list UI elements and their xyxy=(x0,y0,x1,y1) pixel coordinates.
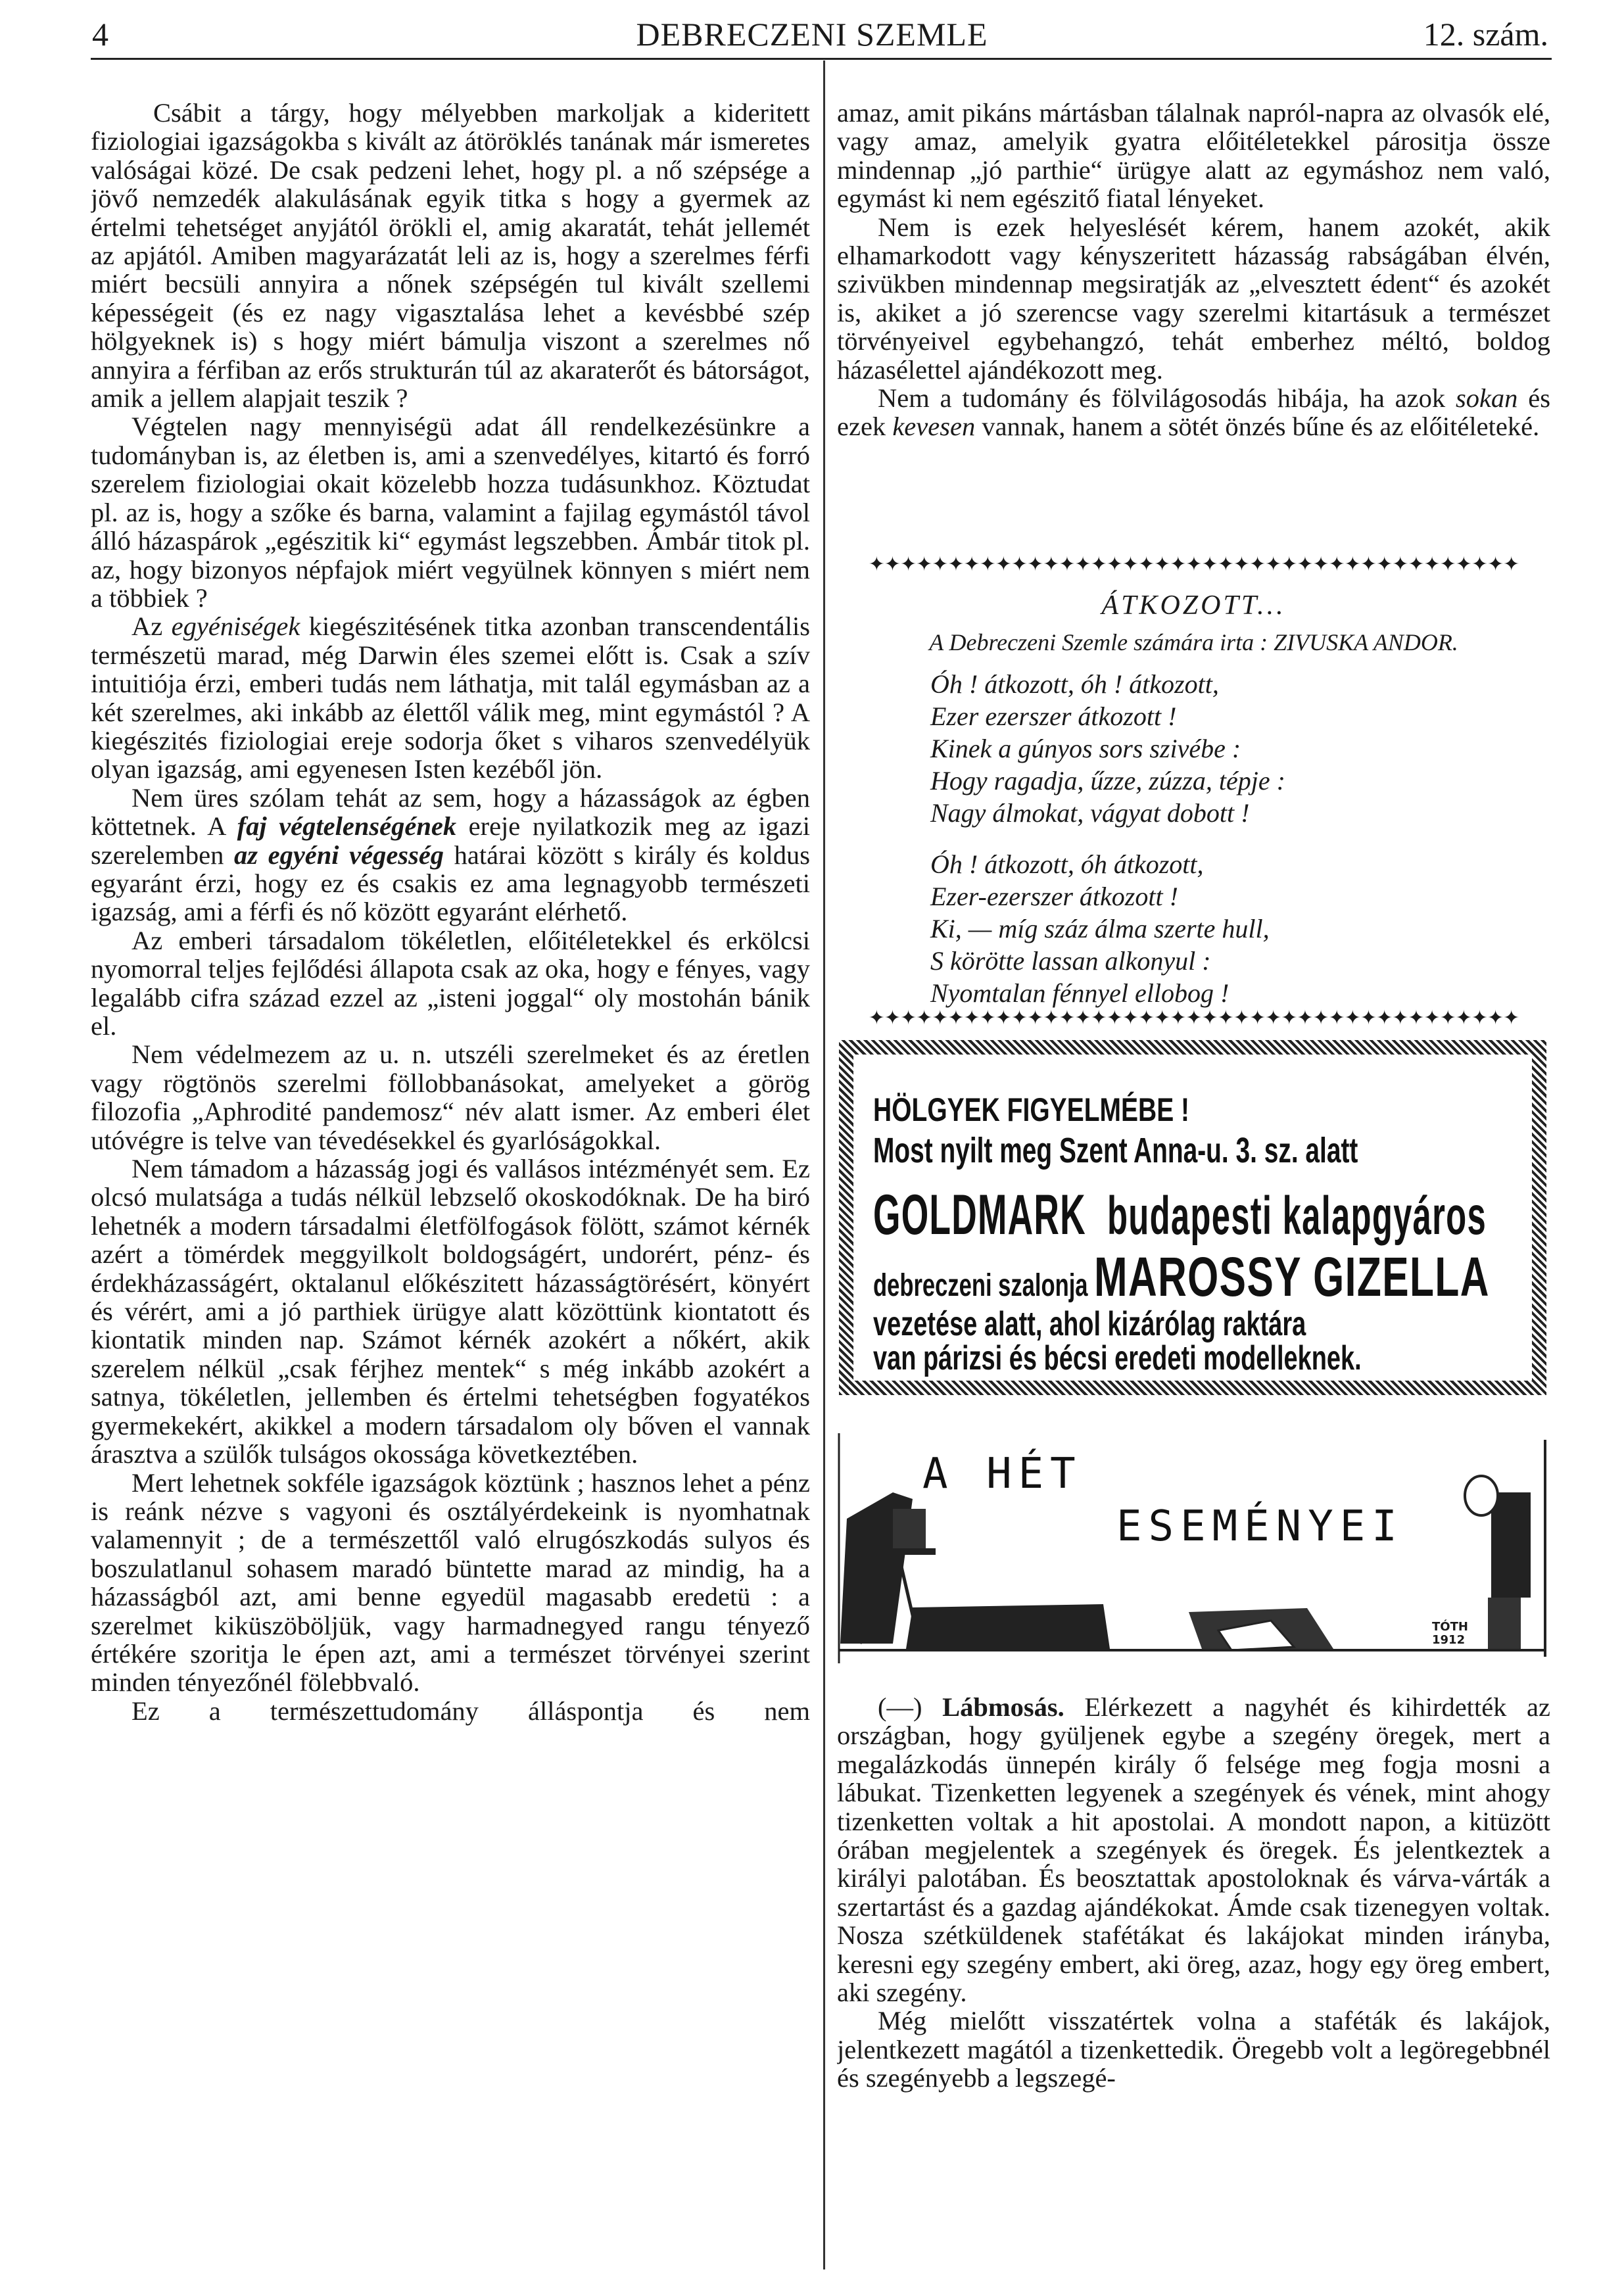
paragraph xyxy=(91,1040,810,1154)
text-run: Nem üres szólam tehát az sem, hogy a házasságok az égben köttetnek. A xyxy=(91,782,810,842)
header-rule xyxy=(91,58,1552,60)
poem-line: Ezer-ezerszer átkozott ! xyxy=(930,882,1178,911)
text-run: amaz, amit pikáns mártásban tálalnak napról-napra az olvasók elé, vagy amaz, amelyik gyatra előitéletekkel párositja össze mindennap „jó parthie“ ürügye alatt az egymáshoz nem való, egymást ki nem egészitő fiatal lényeket. xyxy=(837,99,1550,214)
artist-signature xyxy=(1432,1621,1468,1647)
right-column-article-continuation xyxy=(837,99,1550,559)
text-run: Nem is ezek helyeslését kérem, hanem azokét, akik elhamarkodott vagy kényszeritett házasság rabságában élvén, szivükben mindennap megsiratják az „elvesztett édent“ és azokét is, akiket a jó szerencse vagy szerelmi kitartásuk a természet törvényeivel egybehangzó, tehát emberhez méltó, boldog házasélettel ajándékozott meg. xyxy=(837,212,1550,385)
emphasized-text: kevesen xyxy=(892,412,976,442)
left-column-article xyxy=(91,99,810,2275)
paragraph xyxy=(837,99,1550,213)
poem-line: Hogy ragadja, űzze, zúzza, tépje : xyxy=(930,766,1285,796)
text-run: vannak, hanem a sötét önzés bűne és az előitéleteké. xyxy=(975,412,1540,442)
emphasized-text: egyéniségek xyxy=(171,611,300,642)
poem-stanza-1 xyxy=(930,668,1285,829)
ad-brand-desc: budapesti kalapgyáros xyxy=(1107,1186,1487,1246)
paragraph xyxy=(837,1693,1550,2007)
paragraph xyxy=(91,926,810,1041)
ad-brand-line xyxy=(873,1183,1487,1248)
illustration-title-line-1: A HÉT xyxy=(922,1450,1082,1498)
poem-line: Ezer ezerszer átkozott ! xyxy=(930,701,1177,731)
text-run: Csábit a tárgy, hogy mélyebben markoljak a kideritett fiziologiai igazságokba s kivált az átöröklés tanának már ismeretes valóságai közé. De csak pedzeni lehet, hogy pl. a nő szépsége a jövő nemzedék alakulásának egyik titka s hogy a gyermek az értelmi tehetséget anyjától örökli el, amig akaratát, tehát jellemét az apjától. Amiben magyarázatát leli az is, hogy a szerelmes férfi miért becsüli annyira a nőnek szépségén tul kivált szellemi képességeit (és ez nagy vigasztalása lehet a kevésbbé szép hölgyeknek is) s hogy miért bámulja viszont a szerelmes nő annyira a férfiban az erős strukturán túl az akaraterőt és bátorságot, amik a jellem alapjait teszik ? xyxy=(91,99,810,414)
text-run: kiegészitésének titka azonban transcendentális természetü marad, még Darwin éles szemei előtt is. Csak a szív intuitiója érzi, emberi tudás nem láthatja, mit talál egymásban az a két szerelmes, aki inkább az élettől válik meg, mint egymástól ? A kiegészités fiziologiai ereje sodorja őket s viharos szenvedélyük olyan igazság, ami egyenesen Isten kezéből jön. xyxy=(91,611,810,784)
illustration-title-line-2: ESEMÉNYEI xyxy=(1116,1502,1404,1551)
emphasized-text: Lábmosás. xyxy=(942,1693,1064,1722)
paragraph xyxy=(91,99,810,412)
poem-line: Óh ! átkozott, óh átkozott, xyxy=(930,849,1204,879)
ad-text: van párizsi és bécsi eredeti modelleknek. xyxy=(873,1339,1362,1377)
ad-salon-line xyxy=(873,1245,1490,1309)
text-run: Elérkezett a nagyhét és kihirdették az országban, hogy gyüljenek egybe a szegény öregek, mert a megalázkodás ünnepén király ő felsége meg fogja mosni a lábukat. Tizenketten legyenek a szegények és vének, mint ahogy tizenketten voltak a hit apostolai. A mondott napon, a kitüzött órában megjelentek a szegények és öregek. És jelentkeztek a királyi palotában. És beosztattak apostoloknak és várva-várták a szertartást és a gazdag ajándékokat. Ámde csak tizenegyen voltak. Nosza szétküldenek stafétákat és lakájokat minden irányba, keresni egy szegény embert, aki öreg, azaz, hogy egy öreg embert, aki szegény. xyxy=(837,1693,1550,2008)
text-run: Nem a tudomány és fölvilágosodás hibája, ha azok xyxy=(878,383,1456,414)
paragraph xyxy=(91,612,810,783)
poem-line: Óh ! átkozott, óh ! átkozott, xyxy=(930,669,1219,699)
paragraph xyxy=(91,1469,810,1697)
emphasized-text: faj végtelenségének xyxy=(237,811,457,842)
ad-headline: HÖLGYEK FIGYELMÉBE ! xyxy=(873,1091,1190,1128)
text-run: és ezek xyxy=(837,383,1550,442)
poem-line: Kinek a gúnyos sors szivébe : xyxy=(930,734,1241,763)
text-run: Nem védelmezem az u. n. utszéli szerelmeket és az éretlen vagy rögtönös szerelmi föllobbanásokat, amelyeket a görög filozofia „Aphrodité pandemosz“ név alatt ismer. Az emberi élet utóvégre is telve van tévedésekkel és gyarlóságokkal. xyxy=(91,1039,810,1155)
paragraph xyxy=(837,384,1550,441)
ad-brand: GOLDMARK xyxy=(873,1183,1086,1247)
signature-name: TÓTH xyxy=(1432,1620,1468,1634)
issue-number: 12. szám. xyxy=(1423,16,1548,53)
text-run: Még mielőtt visszatértek volna a staféták és lakájok, jelentkezett magától a tizenkettedik. Öregebb volt a legöregebbnél és szegényebb a legszegé- xyxy=(837,2006,1550,2093)
poem-line: Nagy álmokat, vágyat dobott ! xyxy=(930,798,1250,828)
emphasized-text: sokan xyxy=(1455,383,1518,414)
news-item-labmosas xyxy=(837,1693,1550,2271)
text-run: Az xyxy=(131,611,172,642)
paragraph xyxy=(91,1154,810,1468)
text-run: Mert lehetnek sokféle igazságok köztünk ; hasznos lehet a pénz is reánk nézve s vagyoni és osztályérdekeink is nyomhatnak valamennyit ; de a természettől való elrugószkodás sulyos és boszulatlanul sohasem maradó büntette marad az mindig, ha a házasságból azt, ami benne egyedül magasabb eredetü : a szerelmet kiküszöböljük, vagy harmadnegyed rangu tényező értékére szoritja le épen azt, ami a természet törvényei szerint minden tényezőnél fölebbvaló. xyxy=(91,1467,810,1698)
ad-text: vezetése alatt, ahol kizárólag raktára xyxy=(873,1305,1306,1343)
text-run: Végtelen nagy mennyiségü adat áll rendelkezésünkre a tudományban is, az életben is, ami a szenvedélyes, kitartó és forró szerelem fiziologiai okait közelebb hozza tudásunkhoz. Köztudat pl. az is, hogy a szőke és barna, valamint a fajilag egymástól távol álló házaspárok „egészitik ki“ egymást legszebben. Ámbár titok pl. az, hogy bizonyos népfajok miért vegyülnek könnyen s miért nem a többiek ? xyxy=(91,412,810,613)
paragraph xyxy=(91,1697,810,1725)
text-run: Ez a természettudomány álláspontja és nem xyxy=(131,1696,810,1726)
ornament-divider: ✦✦✦✦✦✦✦✦✦✦✦✦✦✦✦✦✦✦✦✦✦✦✦✦✦✦✦✦✦✦✦✦✦✦✦✦✦✦✦✦✦ xyxy=(868,1007,1519,1030)
text-run: (—) xyxy=(878,1693,943,1722)
ad-salon: debreczeni szalonja xyxy=(873,1268,1088,1303)
emphasized-text: az egyéni végesség xyxy=(233,840,444,870)
section-header-illustration xyxy=(834,1427,1552,1680)
text-run: Az emberi társadalom tökéletlen, előitéletekkel és erkölcsi nyomorral teljes fejlődési állapota csak az oka, hogy e fényes, vagy legalább cifra század ezzel az „isteni joggal“ oly mostohán bánik el. xyxy=(91,925,810,1041)
signature-year: 1912 xyxy=(1432,1633,1466,1647)
poem-line: S körötte lassan alkonyul : xyxy=(930,946,1211,976)
paragraph xyxy=(837,2007,1550,2092)
ornament-divider: ✦✦✦✦✦✦✦✦✦✦✦✦✦✦✦✦✦✦✦✦✦✦✦✦✦✦✦✦✦✦✦✦✦✦✦✦✦✦✦✦✦ xyxy=(868,554,1519,576)
ad-address: Most nyilt meg Szent Anna-u. 3. sz. alatt xyxy=(873,1131,1358,1170)
masthead: DEBRECZENI SZEMLE xyxy=(636,16,988,53)
text-run: ereje nyilatkozik meg az igazi szerelemben xyxy=(91,811,810,870)
ad-manager: MAROSSY GIZELLA xyxy=(1094,1246,1490,1308)
poem-title: ÁTKOZOTT... xyxy=(1101,590,1286,621)
paragraph xyxy=(91,784,810,926)
advertisement-box xyxy=(839,1040,1546,1395)
page-number: 4 xyxy=(92,16,108,53)
column-divider xyxy=(823,60,825,2269)
poem-line: Ki, — míg száz álma szerte hull, xyxy=(930,914,1270,943)
paragraph xyxy=(91,412,810,612)
text-run: határai között s király és koldus egyaránt érzi, hogy ez és csakis ez ama legnagyobb természeti igazság, ami a férfi és nő között egyaránt elérhető. xyxy=(91,840,810,927)
paragraph xyxy=(837,213,1550,384)
poem-byline: A Debreczeni Szemle számára irta : ZIVUSKA ANDOR. xyxy=(929,629,1458,655)
poem-stanza-2 xyxy=(930,848,1270,1009)
text-run: Nem támadom a házasság jogi és vallásos intézményét sem. Ez olcsó mulatsága a tudás nélkül lebzselő okoskodóknak. De ha biró lehetnék a modern társadalmi életfölfogások fölött, számot kérnék azért a tömérdek meggyilkolt boldogságért, undorért, pénz- és érdekházasságért, oktalanul előkészitett házasságtörésért, könyért és vérért, ami a jó parthiek ürügye alatt közöttünk kiontatott és kiontatik minden nap. Számot kérnék azokért a nőkért, akik szerelem nélkül „csak férjhez mentek“ s még inkább azokért a satnya, tökéletlen, jellemben és értelmi tehetségben fogyatékos gyermekekért, akikkel a modern társadalom oly bőven el vannak árasztva a szülők tulságos okossága következtében. xyxy=(91,1154,810,1469)
poem-line: Nyomtalan fénnyel ellobog ! xyxy=(930,978,1230,1008)
